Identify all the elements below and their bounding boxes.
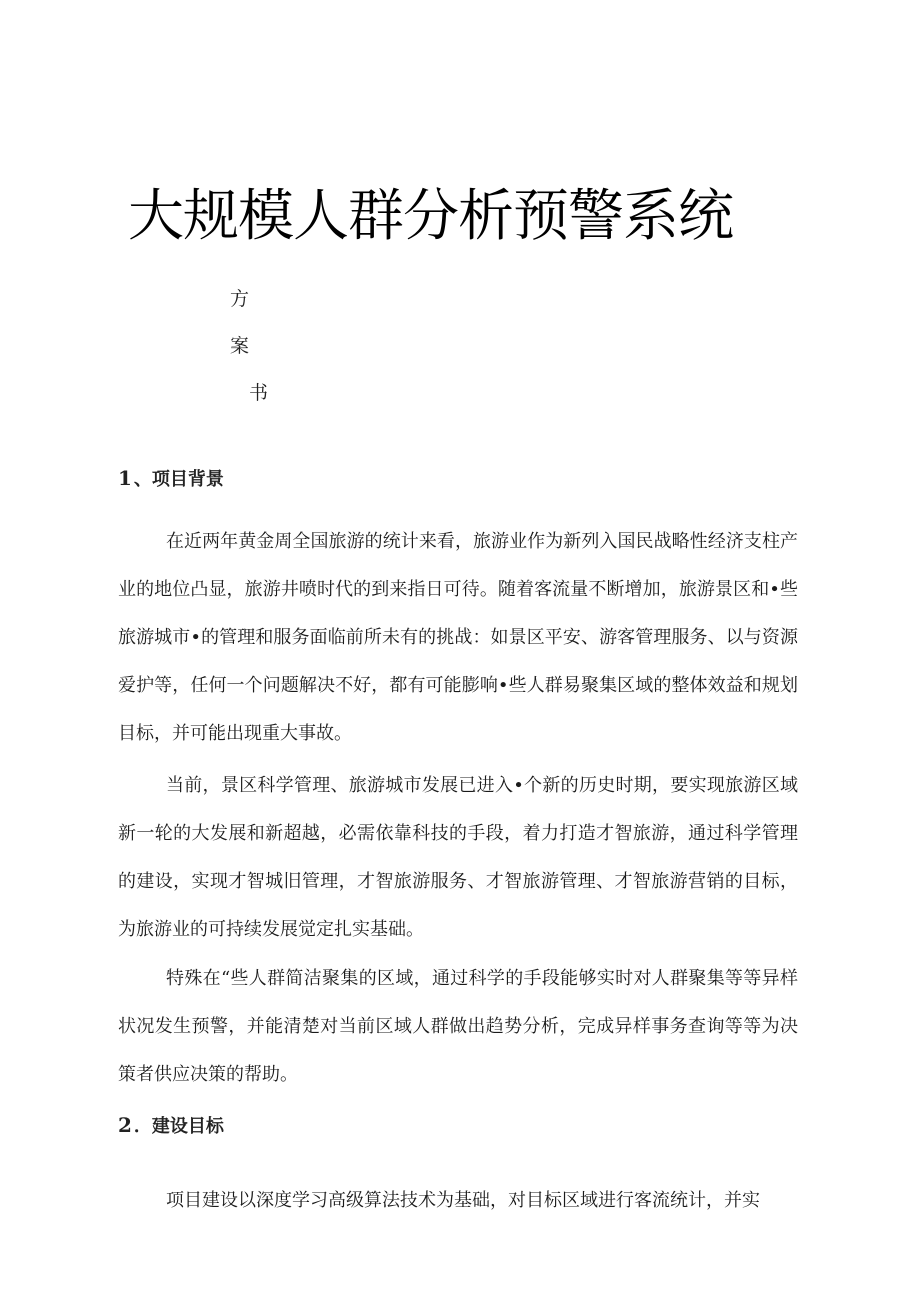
paragraph: 项目建设以深度学习高级算法技术为基础，对目标区域进行客流统计，并实: [166, 1190, 760, 1211]
paragraph: 特殊在“些人群简洁聚集的区域，通过科学的手段能够实时对人群聚集等等异样状况发生预警，并能清楚对当前区域人群做出趋势分析，完成异样事务查询等等为决策者供应决策的帮助。: [118, 968, 798, 1085]
section-heading-text: ．建设目标: [133, 1116, 224, 1137]
paragraph: 在近两年黄金周全国旅游的统计来看，旅游业作为新列入国民战略性经济支柱产业的地位凸显，旅游井喷时代的到来指日可待。随着客流量不断增加，旅游景区和•些旅游城市•的管理和服务面临前所未有的挑战：如景区平安、游客管理服务、以与资源爱护等，任何一个问题解决不好，都有可能膨响•些人群易聚集区域的整体效益和规划目标，并可能出现重大事故。: [118, 531, 798, 744]
document-title: 大规模人群分析预警系统: [128, 184, 733, 249]
subtitle-char: 书: [249, 382, 269, 404]
subtitle-char: 案: [230, 335, 250, 357]
section-heading-text: 、项目背景: [133, 469, 224, 490]
paragraph: 当前，景区科学管理、旅游城市发展已进入•个新的历史时期，要实现旅游区域新一轮的大发展和新超越，必需依靠科技的手段，着力打造才智旅游，通过科学管理的建设，实现才智城旧管理，才智旅游服务、才智旅游管理、才智旅游营销的目标，为旅游业的可持续发展觉定扎实基础。: [118, 775, 798, 940]
section-number: 1: [118, 466, 132, 490]
section-heading-goals: [118, 1112, 224, 1138]
section-number: 2: [118, 1113, 132, 1137]
section-heading-background: [118, 465, 224, 491]
subtitle-char: 方: [230, 288, 250, 310]
